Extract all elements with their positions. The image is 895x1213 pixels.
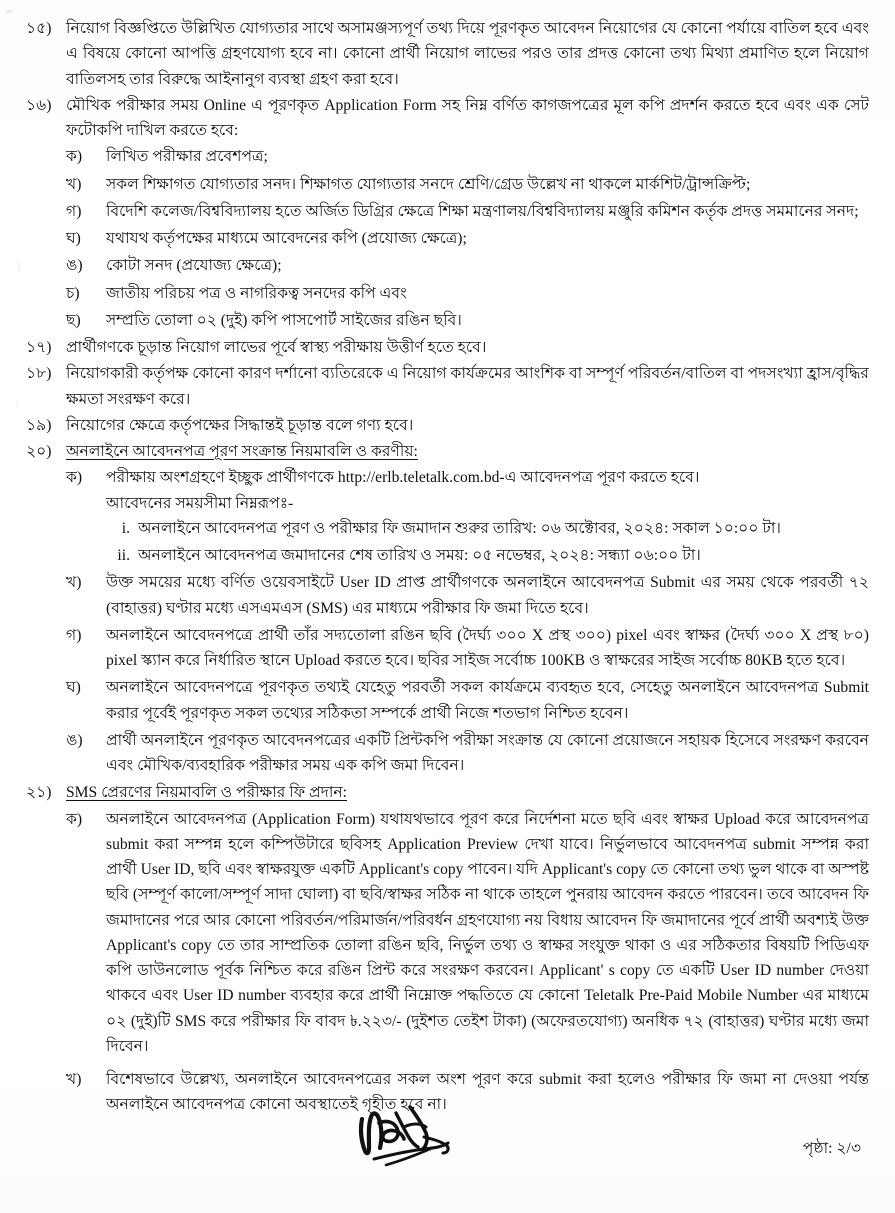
- clause-16-sub-cha-text: জাতীয় পরিচয় পত্র ও নাগরিকত্ব সনদের কপি এবং: [106, 284, 407, 302]
- clause-16-sub-ga-text: বিদেশি কলেজ/বিশ্ববিদ্যালয় হতে অর্জিত ডিগ্রির ক্ষেত্রে শিক্ষা মন্ত্রণালয়/বিশ্ববিদ্যালয় মঞ্জুরি কমিশন কর্তৃক প্রদত্ত সমমানের সনদ;: [106, 202, 859, 220]
- clause-20: [26, 439, 869, 464]
- clause-19: [26, 413, 869, 438]
- clause-21-marker: ২১): [26, 784, 52, 802]
- clause-20-roman-ii-text: অনলাইনে আবেদনপত্র জমাদানের শেষ তারিখ ও সময়: ০৫ নভেম্বর, ২০২৪: সন্ধ্যা ০৬:০০ টা।: [138, 547, 701, 564]
- clause-16-sub-uo: [26, 253, 869, 278]
- clause-16-sub-kha: [26, 172, 869, 197]
- clause-16-sub-chha: [26, 308, 869, 333]
- clause-16-marker: ১৬): [26, 96, 52, 114]
- clause-20-sub-ka: [26, 465, 869, 490]
- clause-21-sub-kha-text: বিশেষভাবে উল্লেখ্য, অনলাইনে আবেদনপত্রের সকল অংশ পূরণ করে submit করা হলেও পরীক্ষার ফি জমা না দেওয়া পর্যন্ত অনলাইনে আবেদনপত্র কোনো অবস্থাতেই গৃহীত হবে না।: [106, 1071, 869, 1114]
- clause-20-sub-ka-marker: ক): [66, 469, 83, 487]
- clause-20-roman-i-text: অনলাইনে আবেদনপত্র পূরণ ও পরীক্ষার ফি জমাদান শুরুর তারিখ: ০৬ অক্টোবর, ২০২৪: সকাল ১০:০০ টা।: [138, 519, 781, 537]
- clause-16-sub-cha-marker: চ): [66, 284, 80, 302]
- clause-20-sub-uo-text: প্রার্থী অনলাইনে পূরণকৃত আবেদনপত্রের একটি প্রিন্টকপি পরীক্ষা সংক্রান্ত যে কোনো প্রয়োজনে সহায়ক হিসেবে সংরক্ষণ করবেন এবং মৌখিক/ব্যবহারিক পরীক্ষার সময় এক কপি জমা দিবেন।: [106, 731, 869, 774]
- clause-20-sub-kha: [26, 570, 869, 621]
- clause-20-marker: ২০): [26, 443, 52, 460]
- clause-17-text: প্রার্থীগণকে চূড়ান্ত নিয়োগ লাভের পূর্বে স্বাস্থ্য পরীক্ষায় উত্তীর্ণ হতে হবে।: [66, 339, 487, 356]
- clause-16-sub-ga: [26, 199, 869, 224]
- clause-20-sub-gha-marker: ঘ): [66, 679, 81, 697]
- clause-16-sub-kha-marker: খ): [66, 175, 82, 193]
- clause-18-marker: ১৮): [26, 365, 52, 383]
- clause-21-sub-ka: [26, 807, 869, 1060]
- clause-16-sub-gha: [26, 226, 869, 251]
- clause-21-sub-ka-marker: ক): [66, 810, 83, 828]
- clause-20-roman-i: [26, 516, 869, 541]
- clause-16-sub-ka-text: লিখিত পরীক্ষার প্রবেশপত্র;: [106, 148, 268, 166]
- page-number: পৃষ্ঠা: ২/৩: [802, 1140, 861, 1158]
- clause-16-sub-chha-marker: ছ): [66, 311, 81, 329]
- clause-16-sub-ga-marker: গ): [66, 202, 82, 220]
- clause-20-sub-ga-text: অনলাইনে আবেদনপত্রে প্রার্থী তাঁর সদ্যতোলা রঙিন ছবি (দৈর্ঘ্য ৩০০ X প্রস্থ ৩০০) pixel এবং স্বাক্ষর (দৈর্ঘ্য ৩০০ X প্রস্থ ৮০) pixel স্ক্যান করে নির্ধারিত স্থানে Upload করতে হবে। ছবির সাইজ সর্বোচ্চ 100KB ও স্বাক্ষরের সাইজ সর্বোচ্চ 80KB হতে হবে।: [106, 626, 869, 669]
- clause-20-sub-uo-marker: ঙ): [66, 731, 83, 749]
- clause-20-sub-gha: [26, 675, 869, 726]
- clause-16-sub-ka-marker: ক): [66, 148, 83, 166]
- clause-21-heading: SMS প্রেরণের নিয়মাবলি ও পরীক্ষার ফি প্রদান:: [66, 784, 347, 802]
- clause-16-sub-kha-text: সকল শিক্ষাগত যোগ্যতার সনদ। শিক্ষাগত যোগ্যতার সনদে শ্রেণি/গ্রেড উল্লেখ না থাকলে মার্কশিট/ট্রান্সক্রিপ্ট;: [106, 175, 751, 193]
- page-footer: [0, 1099, 895, 1195]
- clause-16-sub-ka: [26, 144, 869, 169]
- clause-20-heading: অনলাইনে আবেদনপত্র পূরণ সংক্রান্ত নিয়মাবলি ও করণীয়:: [66, 443, 418, 460]
- clause-18-text: নিয়োগকারী কর্তৃপক্ষ কোনো কারণ দর্শানো ব্যতিরেকে এ নিয়োগ কার্যক্রমের আংশিক বা সম্পূর্ণ পরিবর্তন/বাতিল বা পদসংখ্যা হ্রাস/বৃদ্ধির ক্ষমতা সংরক্ষণ করে।: [66, 365, 869, 408]
- clause-20-sub-ka-text2: আবেদনের সময়সীমা নিম্নরূপঃ-: [106, 494, 294, 512]
- clause-21-sub-kha-marker: খ): [66, 1071, 82, 1088]
- signature-icon: [338, 1093, 518, 1173]
- clause-20-sub-kha-text: উক্ত সময়ের মধ্যে বর্ণিত ওয়েবসাইটে User ID প্রাপ্ত প্রার্থীগণকে অনলাইনে আবেদনপত্র Submit এর সময় থেকে পরবর্তী ৭২ (বাহাত্তর) ঘণ্টার মধ্যে এসএমএস (SMS) এর মাধ্যমে পরীক্ষার ফি জমা দিতে হবে।: [106, 574, 869, 617]
- clause-16-text: মৌখিক পরীক্ষার সময় Online এ পূরণকৃত Application Form সহ নিম্ন বর্ণিত কাগজপত্রের মূল কপি প্রদর্শন করতে হবে এবং এক সেট ফটোকপি দাখিল করতে হবে:: [66, 96, 869, 139]
- clause-15-marker: ১৫): [26, 20, 52, 37]
- clause-16-sub-cha: [26, 281, 869, 306]
- clause-16-sub-gha-text: যথাযথ কর্তৃপক্ষের মাধ্যমে আবেদনের কপি (প্রযোজ্য ক্ষেত্রে);: [106, 230, 467, 247]
- clause-21: [26, 780, 869, 805]
- clause-20-roman-ii-marker: ii.: [117, 547, 130, 564]
- clause-20-roman-i-marker: i.: [121, 519, 130, 537]
- clause-19-text: নিয়োগের ক্ষেত্রে কর্তৃপক্ষের সিদ্ধান্তই চূড়ান্ত বলে গণ্য হবে।: [66, 416, 414, 434]
- clause-20-sub-ga: [26, 623, 869, 674]
- clause-16-sub-gha-marker: ঘ): [66, 230, 81, 247]
- clause-18: [26, 361, 869, 412]
- clause-20-roman-ii: [26, 543, 869, 568]
- clause-17-marker: ১৭): [26, 339, 52, 356]
- clause-16-sub-uo-marker: ঙ): [66, 257, 83, 275]
- clause-15-text: নিয়োগ বিজ্ঞপ্তিতে উল্লিখিত যোগ্যতার সাথে অসামঞ্জস্যপূর্ণ তথ্য দিয়ে পূরণকৃত আবেদন নিয়োগের যে কোনো পর্যায়ে বাতিল হবে এবং এ বিষয়ে কোনো আপত্তি গ্রহণযোগ্য হবে না। কোনো প্রার্থী নিয়োগ লাভের পরও তার প্রদত্ত কোনো তথ্য মিথ্যা প্রমাণিত হলে নিয়োগ বাতিলসহ তার বিরুদ্ধে আইনানুগ ব্যবস্থা গ্রহণ করা হবে।: [66, 20, 869, 88]
- clause-16: [26, 93, 869, 144]
- clause-20-sub-uo: [26, 728, 869, 779]
- clause-17: [26, 335, 869, 360]
- clause-20-sub-ga-marker: গ): [66, 626, 82, 644]
- clause-16-sub-chha-text: সম্প্রতি তোলা ০২ (দুই) কপি পাসপোর্ট সাইজের রঙিন ছবি।: [106, 311, 462, 329]
- clause-20-sub-kha-marker: খ): [66, 574, 82, 592]
- clause-21-sub-ka-text: অনলাইনে আবেদনপত্র (Application Form) যথাযথভাবে পূরণ করে নির্দেশনা মতে ছবি এবং স্বাক্ষর Upload করে আবেদনপত্র submit করা সম্পন্ন হলে কম্পিউটারে ছবিসহ Application Preview দেখা যাবে। নির্ভুলভাবে আবেদনপত্র submit সম্পন্ন করা প্রার্থী User ID, ছবি এবং স্বাক্ষরযুক্ত একটি Applicant's copy পাবেন। যদি Applicant's copy তে কোনো তথ্য ভুল থাকে বা অস্পষ্ট ছবি (সম্পূর্ণ কালো/সম্পূর্ণ সাদা ঘোলা) বা ছবি/স্বাক্ষর সঠিক না থাকে তাহলে পুনরায় আবেদন করতে পারবেন। তবে আবেদন ফি জমাদানের পরে আর কোনো পরিবর্তন/পরিমার্জন/পরিবর্ধন গ্রহণযোগ্য নয় বিধায় আবেদন ফি জমাদানের পূর্বে প্রার্থী অবশ্যই উক্ত Applicant's copy তে তার সাম্প্রতিক তোলা রঙিন ছবি, নির্ভুল তথ্য ও স্বাক্ষর সংযুক্ত থাকা ও এর সঠিকতার বিষয়টি পিডিএফ কপি ডাউনলোড পূর্বক নিশ্চিত করে রঙিন প্রিন্ট করে সংরক্ষণ করবেন। Applicant' s copy তে একটি User ID number দেওয়া থাকবে এবং User ID number ব্যবহার করে প্রার্থী নিম্নোক্ত পদ্ধতিতে যে কোনো Teletalk Pre-Paid Mobile Number এর মাধ্যমে ০২ (দুই)টি SMS করে পরীক্ষার ফি বাবদ ৳.২২৩/- (দুইশত তেইশ টাকা) (অফেরতযোগ্য) অনধিক ৭২ (বাহাত্তর) ঘণ্টার মধ্যে জমা দিবেন।: [106, 810, 869, 1055]
- clause-20-sub-ka-text: পরীক্ষায় অংশগ্রহণে ইচ্ছুক প্রার্থীগণকে http://erlb.teletalk.com.bd-এ আবেদনপত্র পূরণ করতে হবে।: [106, 469, 700, 487]
- clause-16-sub-uo-text: কোটা সনদ (প্রযোজ্য ক্ষেত্রে);: [106, 257, 282, 275]
- clause-20-sub-gha-text: অনলাইনে আবেদনপত্রে পূরণকৃত তথ্যই যেহেতু পরবর্তী সকল কার্যক্রমে ব্যবহৃত হবে, সেহেতু অনলাইনে আবেদনপত্র Submit করার পূর্বেই পূরণকৃত সকল তথ্যের সঠিকতা সম্পর্কে প্রার্থী নিজে শতভাগ নিশ্চিত হবেন।: [106, 679, 869, 722]
- clause-15: [26, 16, 869, 92]
- clause-19-marker: ১৯): [26, 416, 52, 434]
